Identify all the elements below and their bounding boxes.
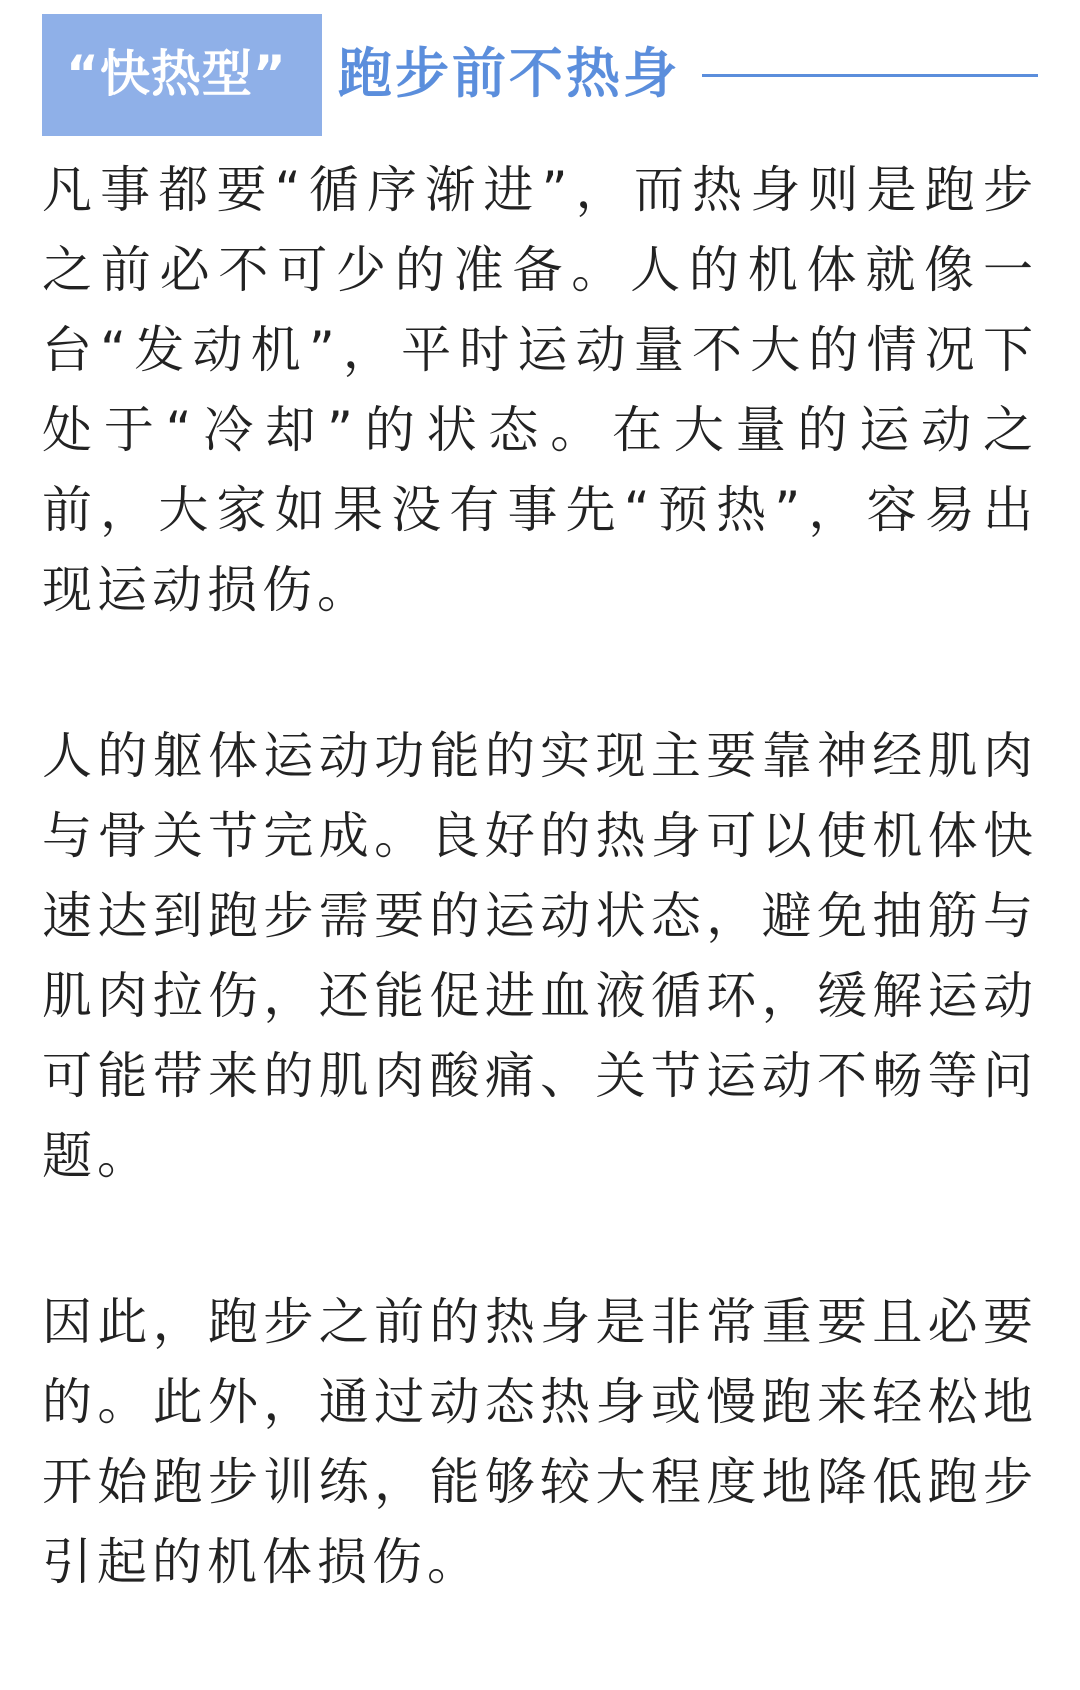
header-divider-line bbox=[702, 74, 1038, 77]
article-body bbox=[42, 150, 1038, 1602]
paragraph-2: 人的躯体运动功能的实现主要靠神经肌肉与骨关节完成。良好的热身可以使机体快速达到跑步需要的运动状态，避免抽筋与肌肉拉伤，还能促进血液循环，缓解运动可能带来的肌肉酸痛、关节运动不畅等问题。 bbox=[42, 727, 1038, 1185]
section-header bbox=[42, 14, 1038, 136]
paragraph-1: 凡事都要“循序渐进”，而热身则是跑步之前必不可少的准备。人的机体就像一台“发动机”，平时运动量不大的情况下处于“冷却”的状态。在大量的运动之前，大家如果没有事先“预热”，容易出现运动损伤。 bbox=[42, 161, 1038, 619]
section-badge-text: “快热型” bbox=[66, 45, 287, 103]
paragraph-3: 因此，跑步之前的热身是非常重要且必要的。此外，通过动态热身或慢跑来轻松地开始跑步训练，能够较大程度地降低跑步引起的机体损伤。 bbox=[42, 1293, 1038, 1591]
section-title: 跑步前不热身 bbox=[338, 42, 680, 105]
section-badge bbox=[42, 14, 322, 136]
